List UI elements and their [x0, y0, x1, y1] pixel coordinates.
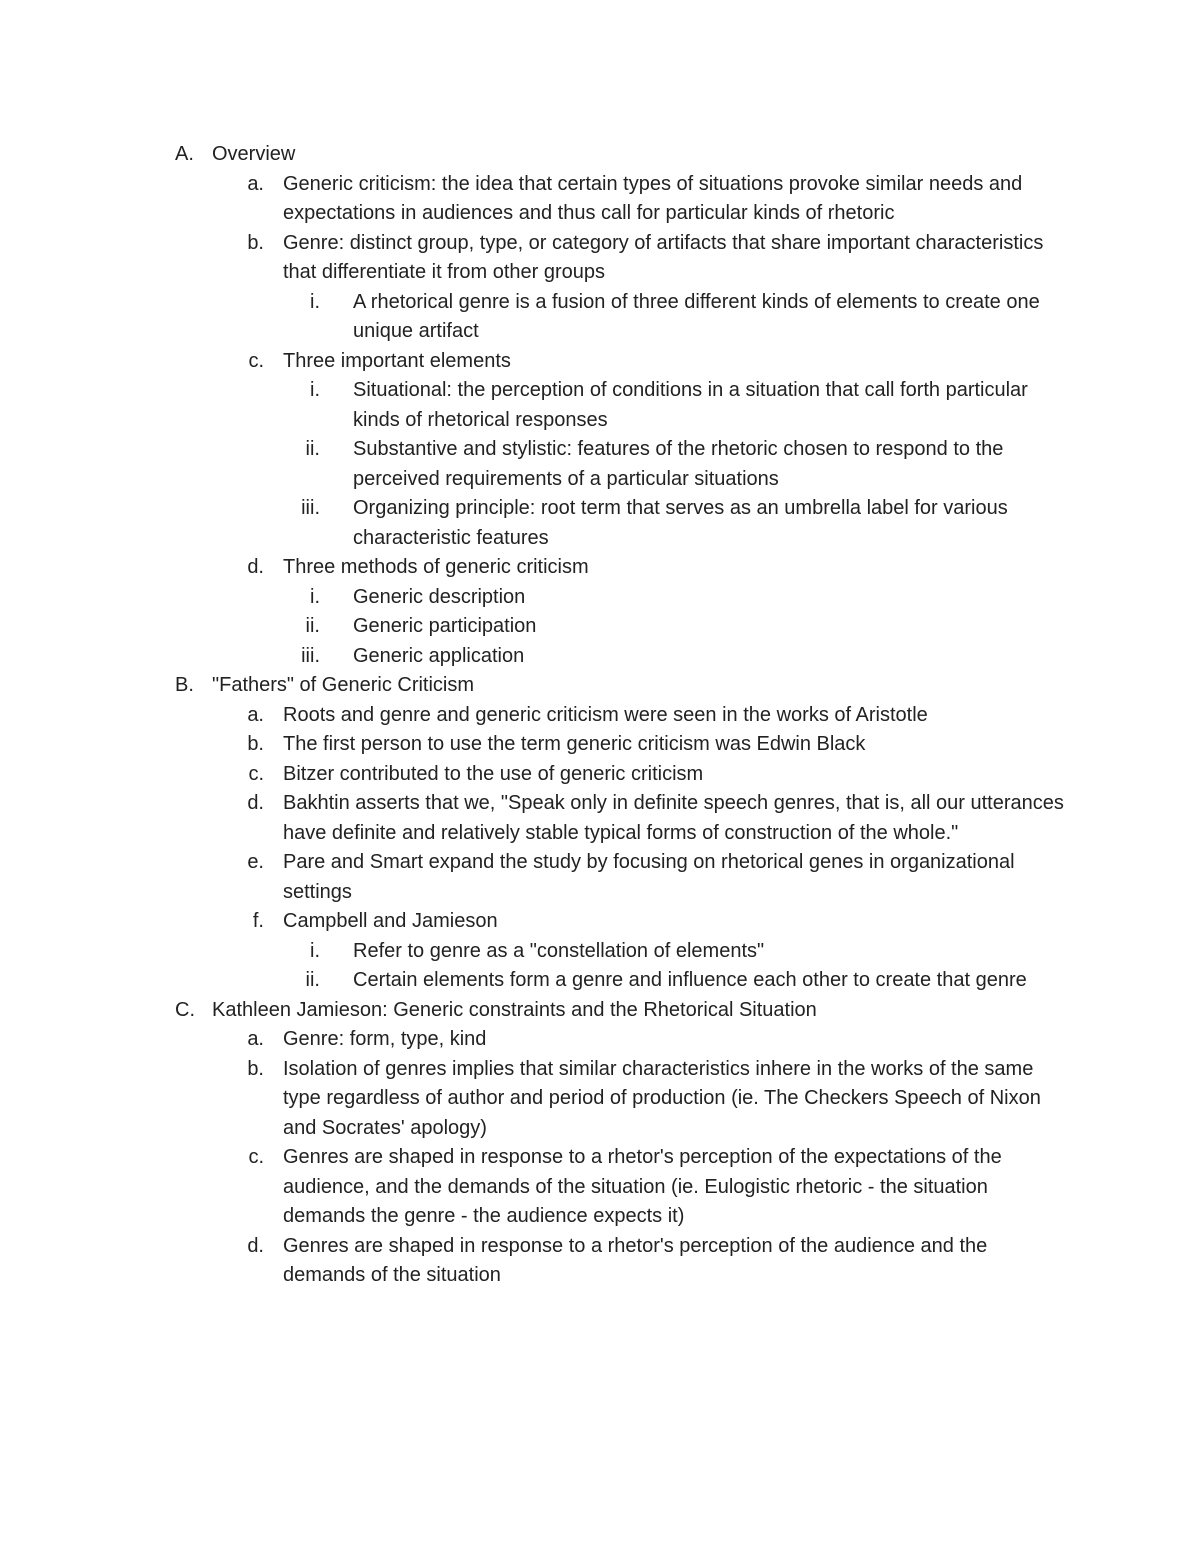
sub-list-item [0, 435, 1200, 494]
sub-list-item [0, 376, 1200, 435]
list-marker: ii. [305, 438, 320, 460]
list-item-text: The first person to use the term generic criticism was Edwin Black [283, 733, 866, 755]
list-item-text: Three methods of generic criticism [283, 556, 589, 578]
list-marker: C. [175, 998, 195, 1021]
list-item-text: Isolation of genres implies that similar characteristics inhere in the works of the same type regardless of author and period of production (ie. The Checkers Speech of Nixon and Socrates' apology) [283, 1057, 1041, 1139]
list-marker: a. [247, 172, 264, 195]
list-item-text: Generic participation [353, 615, 537, 637]
list-item-text: Certain elements form a genre and influence each other to create that genre [353, 969, 1027, 991]
list-marker: c. [248, 1146, 264, 1168]
list-item-text: Substantive and stylistic: features of the rhetoric chosen to respond to the perceived requirements of a particular situations [353, 438, 1004, 490]
list-marker: d. [247, 1234, 264, 1257]
sub-list-item [0, 966, 1200, 996]
list-item-text: Campbell and Jamieson [283, 910, 498, 932]
list-item-text: Genre: form, type, kind [283, 1028, 487, 1050]
list-item [0, 1025, 1200, 1055]
list-item [0, 701, 1200, 731]
list-item [0, 730, 1200, 760]
list-item-text: Organizing principle: root term that serves as an umbrella label for various characteristic features [353, 497, 1008, 549]
list-item-text: Generic application [353, 644, 525, 667]
sub-list-item [0, 288, 1200, 347]
list-marker: ii. [305, 615, 320, 637]
list-marker: a. [247, 1028, 264, 1050]
sub-list-item [0, 494, 1200, 553]
list-marker: A. [175, 143, 194, 165]
section-a-heading [0, 140, 1200, 170]
list-marker: b. [247, 1057, 264, 1080]
list-marker: ii. [305, 969, 320, 991]
sub-list-item [0, 583, 1200, 613]
section-title: "Fathers" of Generic Criticism [212, 674, 475, 696]
list-item [0, 789, 1200, 848]
list-item-text: Three important elements [283, 349, 511, 372]
sub-list-item [0, 937, 1200, 967]
list-marker: iii. [301, 497, 320, 519]
list-item [0, 1143, 1200, 1232]
list-item [0, 1232, 1200, 1291]
list-item-text: Genres are shaped in response to a rhetor's perception of the expectations of the audience, and the demands of the situation (ie. Eulogistic rhetoric - the situation demands the genre - the audience expects it) [283, 1146, 1002, 1227]
list-item [0, 347, 1200, 377]
list-marker: i. [310, 379, 320, 401]
list-marker: b. [247, 231, 264, 254]
list-item [0, 229, 1200, 288]
list-item-text: Generic description [353, 585, 526, 608]
list-item [0, 907, 1200, 937]
section-title: Overview [212, 143, 296, 165]
sub-list-item [0, 642, 1200, 672]
list-marker: B. [175, 674, 194, 696]
list-item [0, 553, 1200, 583]
list-item [0, 848, 1200, 907]
list-item-text: Generic criticism: the idea that certain types of situations provoke similar needs and expectations in audiences and thus call for particular kinds of rhetoric [283, 172, 1023, 224]
list-marker: i. [310, 290, 320, 313]
list-marker: iii. [301, 644, 320, 667]
list-item-text: Roots and genre and generic criticism were seen in the works of Aristotle [283, 703, 928, 726]
section-title: Kathleen Jamieson: Generic constraints and the Rhetorical Situation [212, 998, 817, 1021]
list-item-text: Genres are shaped in response to a rhetor's perception of the audience and the demands of the situation [283, 1234, 988, 1286]
list-marker: f. [252, 910, 264, 932]
list-item [0, 170, 1200, 229]
list-marker: a. [247, 703, 264, 726]
list-marker: i. [310, 585, 320, 608]
list-marker: d. [247, 556, 264, 578]
list-marker: e. [247, 851, 264, 873]
list-marker: b. [247, 733, 264, 755]
section-c-heading [0, 996, 1200, 1026]
section-b-heading [0, 671, 1200, 701]
list-item [0, 1055, 1200, 1144]
list-item [0, 760, 1200, 790]
list-marker: i. [310, 939, 320, 962]
document-outline [0, 140, 1200, 1291]
list-item-text: Pare and Smart expand the study by focusing on rhetorical genes in organizational settings [283, 851, 1015, 903]
list-item-text: Bakhtin asserts that we, "Speak only in definite speech genres, that is, all our utterances have definite and relatively stable typical forms of construction of the whole." [283, 792, 1064, 844]
list-marker: d. [247, 792, 264, 814]
sub-list-item [0, 612, 1200, 642]
list-item-text: Situational: the perception of conditions in a situation that call forth particular kinds of rhetorical responses [353, 379, 1028, 431]
list-marker: c. [248, 762, 264, 785]
list-item-text: Refer to genre as a "constellation of elements" [353, 939, 765, 962]
list-item-text: Bitzer contributed to the use of generic criticism [283, 762, 704, 785]
list-item-text: A rhetorical genre is a fusion of three different kinds of elements to create one unique artifact [353, 290, 1040, 342]
list-marker: c. [248, 349, 264, 372]
list-item-text: Genre: distinct group, type, or category of artifacts that share important characteristics that differentiate it from other groups [283, 231, 1044, 283]
